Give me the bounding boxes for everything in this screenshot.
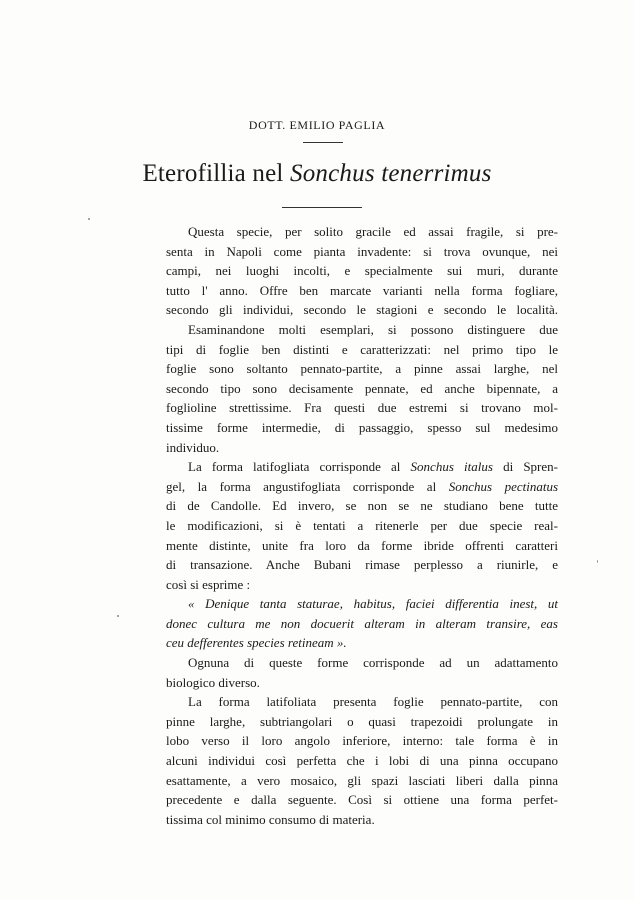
quote-text: Denique tanta staturae, habitus, faciei differentia inest, ut (205, 596, 558, 612)
text-line: senta in Napoli come pianta invadente: si trova ovunque, nei (166, 243, 558, 259)
title-species: Sonchus tenerrimus (290, 160, 492, 187)
quote-line (166, 633, 558, 653)
paragraph-2 (166, 320, 558, 457)
text-line: alcuni individui così perfetta che i lobi di una pinna occupano (166, 753, 558, 769)
quote-open: « (188, 596, 206, 612)
paragraph-1 (166, 222, 558, 320)
text-line: tutto l' anno. Offre ben marcate varianti nella forma fogliare, (166, 282, 558, 298)
text-line: di de Candolle. Ed invero, se non se ne studiano bene tutte (166, 498, 558, 514)
paragraph-3 (166, 457, 558, 594)
scan-speck (597, 560, 598, 563)
text-line: lobo verso il loro angolo inferiore, interno: tale forma è in (166, 733, 558, 749)
text-line: foglie sono soltanto pennato-partite, a pinne assai larghe, nel (166, 361, 558, 377)
text-line: biologico diverso. (166, 674, 260, 690)
text-run: di Spren- (492, 459, 558, 475)
text-line: individuo. (166, 439, 220, 455)
article-title (0, 160, 634, 188)
text-run: La forma latifogliata corrisponde al (188, 459, 411, 475)
text-line: di transazione. Anche Bubani rimase perplesso a riunirle, e (166, 557, 558, 573)
author-header: DOTT. EMILIO PAGLIA (248, 118, 386, 132)
scan-speck (117, 615, 119, 617)
text-line (166, 457, 558, 477)
text-line: Questa specie, per solito gracile ed assai fragile, si pre- (188, 224, 558, 239)
paragraph-5 (166, 692, 558, 829)
article-body (166, 222, 558, 829)
text-line: pinne larghe, subtriangolari o quasi trapezoidi prolungate in (166, 713, 558, 729)
text-line: campi, nei luoghi incolti, e specialmente sui muri, durante (166, 263, 558, 279)
text-line: tipi di foglie ben distinti e caratterizzati: nel primo tipo le (166, 341, 558, 357)
scan-speck (88, 218, 90, 220)
text-line: tissima col minimo consumo di materia. (166, 811, 375, 827)
text-line: le modificazioni, si è tentati a ritenerle per due specie real- (166, 517, 558, 533)
species-name: Sonchus pectinatus (448, 478, 559, 494)
quote-close: ». (333, 635, 347, 651)
text-line: secondo tipo sono decisamente pennate, ed anche bipennate, a (166, 380, 558, 396)
species-name: Sonchus italus (410, 459, 493, 475)
quote-line (166, 594, 558, 614)
title-prefix: Eterofillia nel (142, 160, 291, 187)
title-rule (282, 207, 362, 208)
paragraph-4 (166, 653, 558, 692)
text-line: Ognuna di queste forme corrisponde ad un adattamento (188, 655, 558, 671)
text-line: precedente e dalla seguente. Così si ottiene una forma perfet- (166, 792, 558, 808)
text-line: così si esprime : (166, 576, 251, 592)
text-line: Esaminandone molti esemplari, si possono distinguere due (188, 321, 558, 337)
latin-quote (166, 594, 558, 653)
author-rule (303, 142, 343, 143)
text-line (166, 477, 558, 497)
text-line: esattamente, a vero mosaico, gli spazi lasciati liberi dalla pinna (166, 772, 558, 788)
text-line: secondo gli individui, secondo le stagioni e secondo le località. (166, 302, 558, 318)
text-line: mente distinte, unite fra loro da forme ibride offrenti caratteri (166, 537, 558, 553)
text-run: gel, la forma angustifogliata corrisponde al (166, 478, 449, 494)
text-line: La forma latifoliata presenta foglie pennato-partite, con (188, 694, 558, 710)
quote-text: ceu defferentes species retineam (166, 635, 334, 651)
text-line: tissime forme intermedie, di passaggio, spesso sul medesimo (166, 419, 558, 435)
text-line: foglioline strettissime. Fra questi due estremi si trovano mol- (166, 400, 558, 416)
quote-line: donec cultura me non docuerit alteram in alteram transire, eas (166, 615, 558, 631)
